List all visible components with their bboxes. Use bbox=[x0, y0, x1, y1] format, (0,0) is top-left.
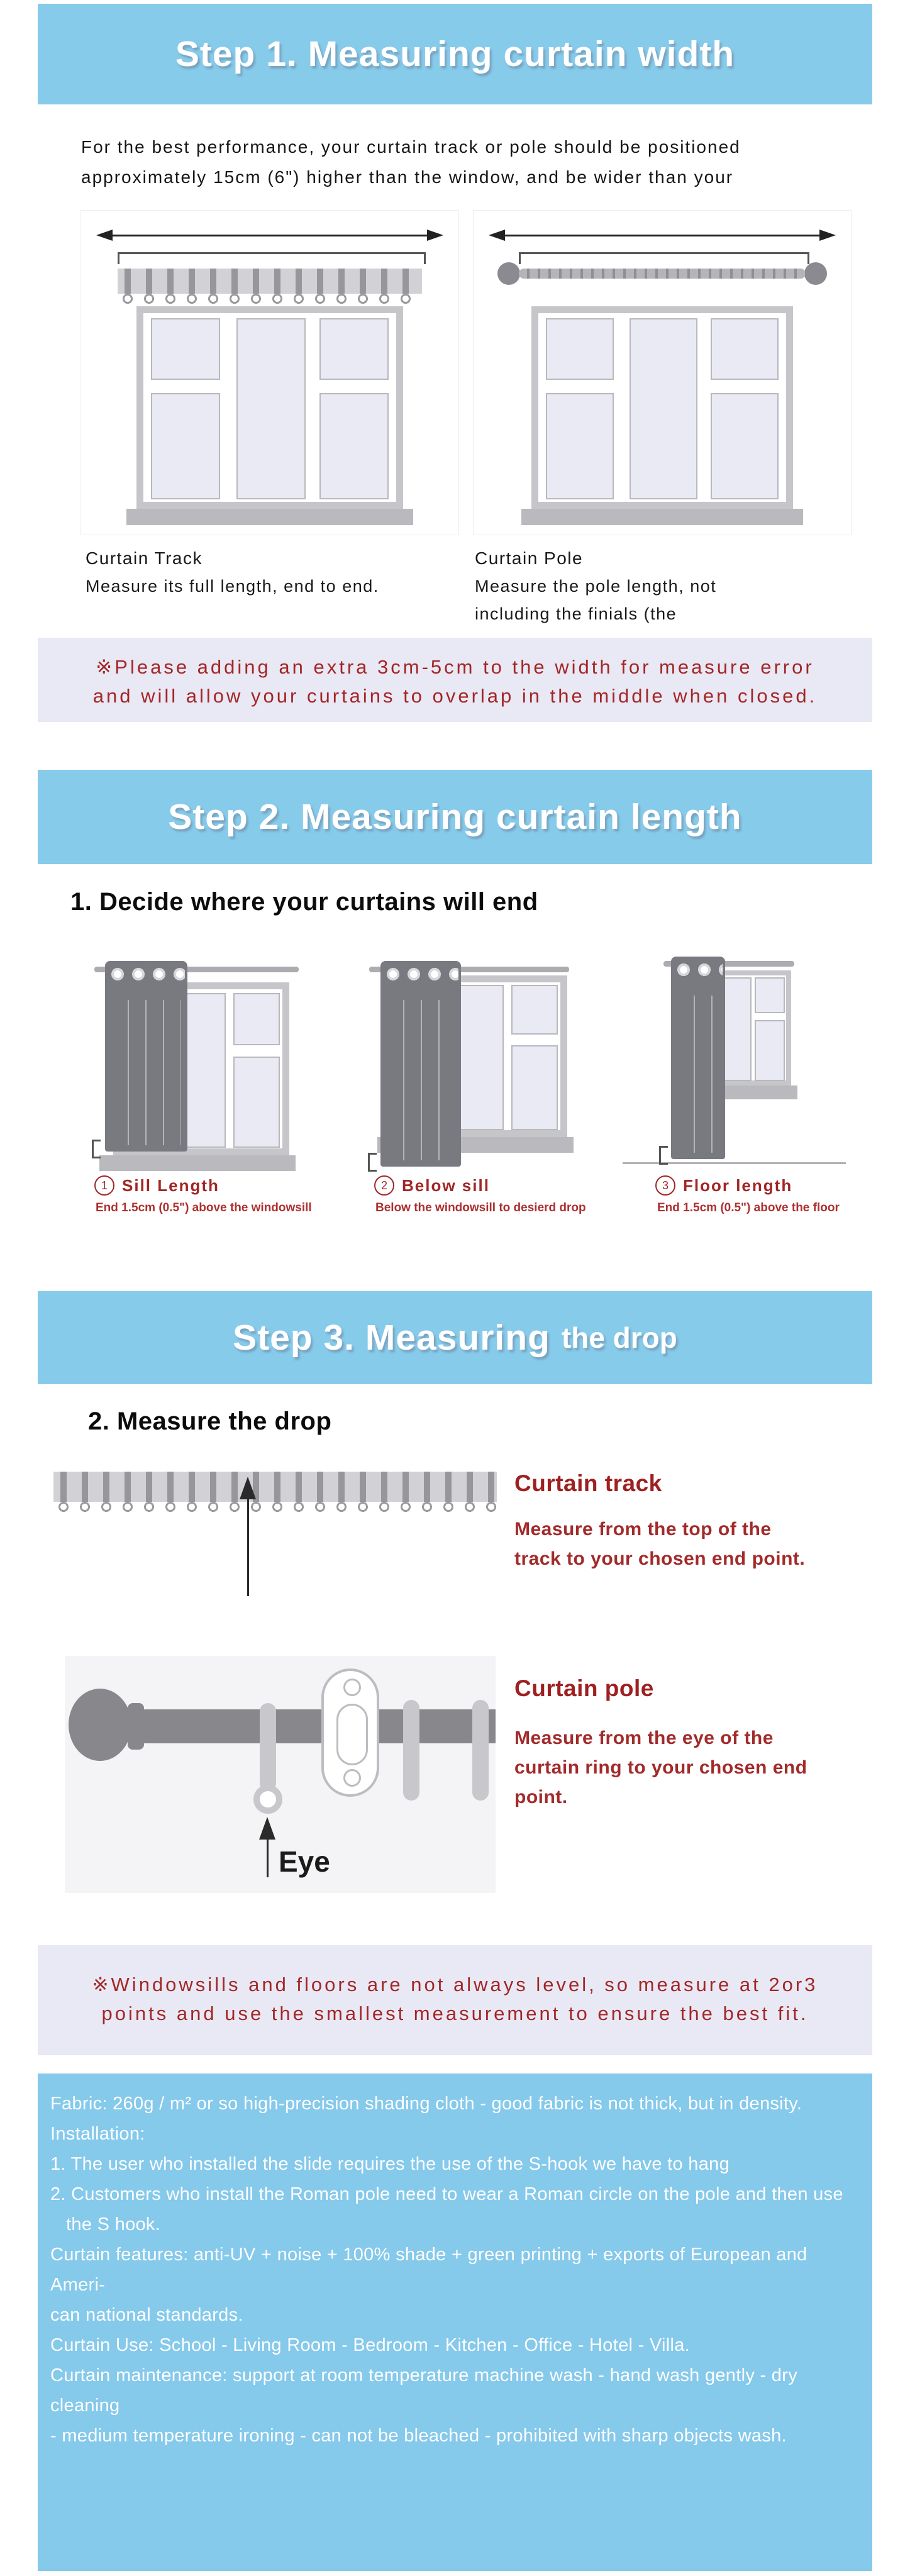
step1-banner-title: Step 1. Measuring curtain width bbox=[175, 34, 735, 74]
curtain-pole-graphic bbox=[519, 269, 806, 279]
intro-line-2: approximately 15cm (6") higher than the window, and be wider than your bbox=[81, 167, 734, 187]
option1-title: 1 Sill Length bbox=[94, 1175, 219, 1196]
pole-drop-desc-3: point. bbox=[514, 1787, 568, 1807]
info-line: the S hook. bbox=[50, 2214, 161, 2235]
pole-caption-desc-1: Measure the pole length, not bbox=[475, 577, 717, 596]
info-line: - medium temperature ironing - can not be bleached - prohibited with sharp objects wash. bbox=[50, 2426, 787, 2446]
curtain-track-illustration bbox=[80, 210, 459, 535]
measure-bracket-line bbox=[519, 252, 809, 264]
info-line: Curtain features: anti-UV + noise + 100% shade + green printing + exports of European and Ameri- bbox=[50, 2245, 812, 2295]
curtain-track-drop-graphic bbox=[53, 1472, 497, 1502]
pole-drop-desc-1: Measure from the eye of the bbox=[514, 1728, 774, 1748]
intro-line-1: For the best performance, your curtain track or pole should be positioned bbox=[81, 137, 741, 157]
track-drop-title: Curtain track bbox=[514, 1470, 662, 1496]
curtain-ring bbox=[472, 1700, 489, 1801]
pole-drop-desc-2: curtain ring to your chosen end bbox=[514, 1757, 807, 1778]
bracket-slot bbox=[336, 1704, 368, 1765]
step3-banner-title: Step 3. Measuring bbox=[233, 1318, 550, 1358]
info-line: Installation: bbox=[50, 2124, 145, 2144]
width-note bbox=[38, 638, 872, 722]
pole-finial-left bbox=[497, 262, 520, 285]
measure-end-mark bbox=[368, 1153, 377, 1172]
pole-caption-title: Curtain Pole bbox=[475, 548, 584, 568]
floor-line bbox=[623, 1162, 846, 1164]
option-sill-length bbox=[57, 935, 327, 1224]
eye-label: Eye bbox=[279, 1845, 330, 1878]
width-note-line-2: and will allow your curtains to overlap in the middle when closed. bbox=[92, 685, 818, 707]
pole-caption-desc-2: including the finials (the bbox=[475, 604, 677, 623]
circle-number-2: 2 bbox=[374, 1175, 394, 1196]
step1-banner bbox=[38, 4, 872, 104]
level-note-line-1: ※Windowsills and floors are not always level, so measure at 2or3 bbox=[92, 1974, 818, 1996]
eye-pointer-arrow-icon bbox=[267, 1838, 269, 1877]
level-note bbox=[38, 1945, 872, 2055]
step2-banner-title: Step 2. Measuring curtain length bbox=[168, 797, 742, 837]
curtain-ring bbox=[403, 1700, 419, 1801]
option-floor-length bbox=[623, 935, 893, 1224]
curtain-graphic bbox=[671, 957, 725, 1159]
pole-finial-right bbox=[804, 262, 827, 285]
option-below-sill bbox=[336, 935, 607, 1224]
curtain-pole-illustration bbox=[473, 210, 852, 535]
wall-bracket bbox=[321, 1668, 379, 1797]
info-line: Curtain Use: School - Living Room - Bedroom - Kitchen - Office - Hotel - Villa. bbox=[50, 2335, 691, 2355]
measure-end-mark bbox=[92, 1140, 101, 1158]
info-line: Fabric: 260g / m² or so high-precision shading cloth - good fabric is not thick, but in density. bbox=[50, 2094, 802, 2114]
step2-banner bbox=[38, 770, 872, 864]
track-caption-title: Curtain Track bbox=[86, 548, 203, 568]
option3-desc: End 1.5cm (0.5") above the floor bbox=[657, 1201, 840, 1214]
bracket-screw bbox=[343, 1769, 361, 1787]
window-graphic bbox=[136, 306, 403, 509]
step3-banner bbox=[38, 1291, 872, 1384]
bracket-screw bbox=[343, 1679, 361, 1696]
width-double-arrow-icon bbox=[111, 235, 428, 236]
level-note-line-2: points and use the smallest measurement to ensure the best fit. bbox=[101, 2002, 809, 2024]
pole-drop-title: Curtain pole bbox=[514, 1675, 654, 1701]
info-line: 1. The user who installed the slide requires the use of the S-hook we have to hang bbox=[50, 2154, 730, 2174]
curtain-ring-with-eye bbox=[260, 1703, 276, 1791]
info-line: Curtain maintenance: support at room temperature machine wash - hand wash gently - dry cleaning bbox=[50, 2365, 803, 2416]
drop-measure-arrow-icon bbox=[247, 1498, 249, 1596]
step2-heading: 1. Decide where your curtains will end bbox=[70, 888, 538, 916]
option1-desc: End 1.5cm (0.5") above the windowsill bbox=[96, 1201, 312, 1214]
step3-banner-subtitle: the drop bbox=[561, 1321, 677, 1354]
option2-title: 2 Below sill bbox=[374, 1175, 490, 1196]
step3-heading: 2. Measure the drop bbox=[88, 1407, 332, 1435]
measure-bracket-line bbox=[118, 252, 426, 264]
windowsill-graphic bbox=[99, 1155, 296, 1171]
windowsill-graphic bbox=[521, 509, 803, 525]
window-graphic bbox=[531, 306, 793, 509]
curtain-graphic bbox=[105, 961, 187, 1152]
pole-finial bbox=[69, 1689, 131, 1761]
track-drop-desc-1: Measure from the top of the bbox=[514, 1519, 772, 1540]
width-double-arrow-icon bbox=[504, 235, 821, 236]
windowsill-graphic bbox=[126, 509, 413, 525]
circle-number-1: 1 bbox=[94, 1175, 114, 1196]
pole-bar bbox=[143, 1709, 496, 1743]
curtain-graphic bbox=[380, 961, 461, 1167]
curtain-track-graphic bbox=[118, 269, 422, 294]
product-info-panel bbox=[38, 2074, 872, 2571]
pole-collar bbox=[128, 1703, 144, 1750]
track-caption-desc: Measure its full length, end to end. bbox=[86, 577, 379, 596]
info-line: 2. Customers who install the Roman pole need to wear a Roman circle on the pole and then use bbox=[50, 2184, 843, 2204]
info-line: can national standards. bbox=[50, 2305, 243, 2325]
width-note-line-1: ※Please adding an extra 3cm-5cm to the width for measure error bbox=[96, 656, 814, 678]
measure-end-mark bbox=[659, 1146, 668, 1165]
track-drop-desc-2: track to your chosen end point. bbox=[514, 1548, 806, 1569]
option3-title: 3 Floor length bbox=[655, 1175, 792, 1196]
eye-ring-icon bbox=[253, 1785, 282, 1814]
circle-number-3: 3 bbox=[655, 1175, 675, 1196]
curtain-pole-drop-graphic bbox=[65, 1656, 496, 1893]
option2-desc: Below the windowsill to desierd drop bbox=[375, 1201, 586, 1214]
